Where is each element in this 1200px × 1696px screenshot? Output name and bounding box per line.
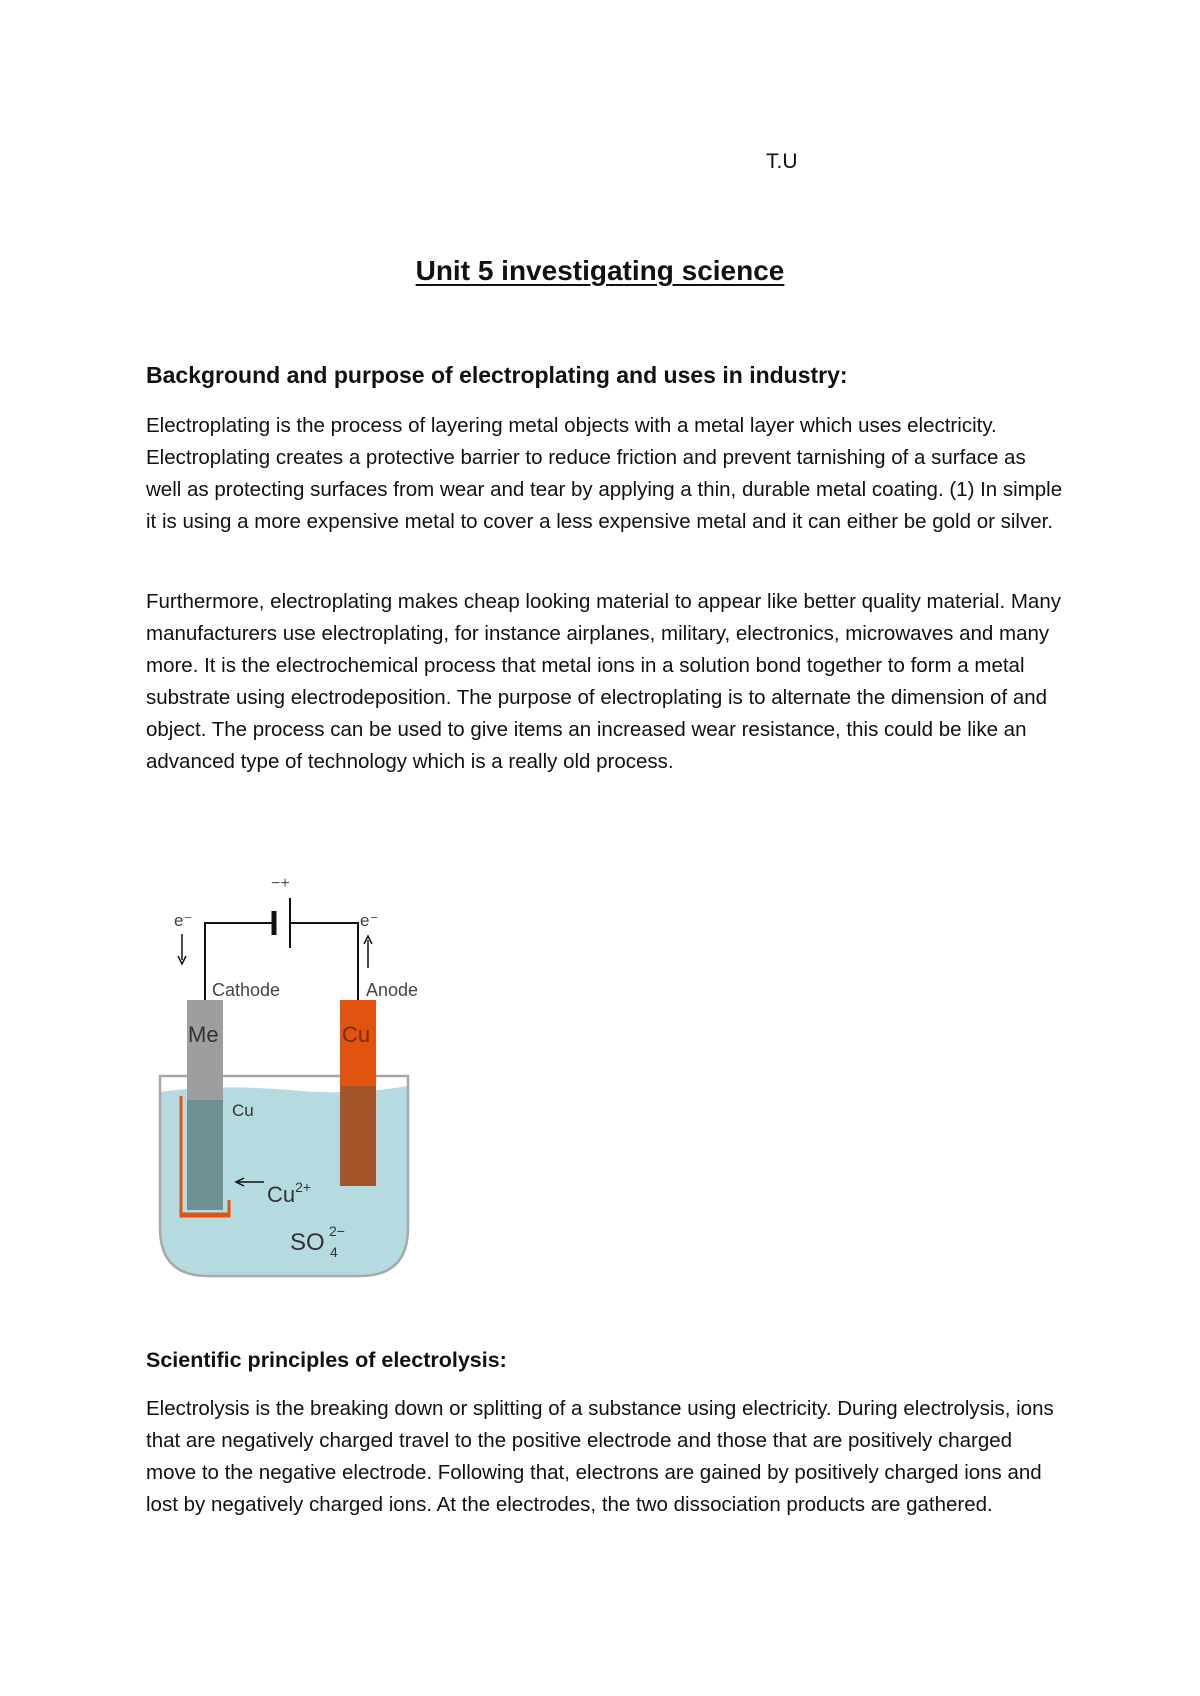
anion-subscript: 4 xyxy=(330,1244,338,1260)
cathode-rod xyxy=(187,1000,223,1100)
anode-label: Anode xyxy=(366,980,419,1000)
paragraph-electroplating-uses: Furthermore, electroplating makes cheap looking material to appear like better quality material. Many manufacturers use electroplating, for instance airplanes, military, electronics, microwaves and many more. It is the electrochemical process that metal ions in a solution bond together to form a metal substrate using electrodeposition. The purpose of electroplating is to alternate the dimension of and object. The process can be used to give items an increased wear resistance, this could be like an advanced type of technology which is a really old process. xyxy=(146,590,1061,773)
cathode-metal-label: Me xyxy=(188,1022,219,1047)
coating-label: Cu xyxy=(232,1101,254,1120)
cation-symbol: Cu xyxy=(267,1182,296,1207)
electron-label-left: e⁻ xyxy=(174,911,193,930)
document-title: Unit 5 investigating science xyxy=(415,255,785,286)
electroplating-diagram xyxy=(150,868,440,1288)
header-initials: T.U xyxy=(766,150,798,173)
anion-symbol: SO xyxy=(290,1229,325,1256)
anode-metal-label: Cu xyxy=(342,1022,371,1047)
cathode-rod-submerged xyxy=(187,1100,223,1210)
anion-label xyxy=(290,1229,325,1256)
anion-charge: 2− xyxy=(329,1223,345,1239)
paragraph-electrolysis-principles: Electrolysis is the breaking down or splitting of a substance using electricity. During electrolysis, ions that are negatively charged travel to the positive electrode and those that are positively charged move to the negative electrode. Following that, electrons are gained by positively charged ions and lost by negatively charged ions. At the electrodes, the two dissociation products are gathered. xyxy=(146,1397,1054,1516)
paragraph-electroplating-definition: Electroplating is the process of layering metal objects with a metal layer which uses electricity. Electroplating creates a protective barrier to reduce friction and prevent tarnishing of a surface as well as protecting surfaces from wear and tear by applying a thin, durable metal coating. (1) In simple it is using a more expensive metal to cover a less expensive metal and it can either be gold or silver. xyxy=(146,414,1063,533)
section-heading-electroplating: Background and purpose of electroplating and uses in industry: xyxy=(146,362,848,388)
cation-charge: 2+ xyxy=(295,1179,312,1195)
cathode-label: Cathode xyxy=(212,980,281,1000)
anode-rod-submerged xyxy=(340,1086,376,1186)
electron-label-right: e⁻ xyxy=(360,911,379,930)
section-heading-electrolysis: Scientific principles of electrolysis: xyxy=(146,1348,507,1372)
battery-polarity-label: −+ xyxy=(271,875,290,892)
